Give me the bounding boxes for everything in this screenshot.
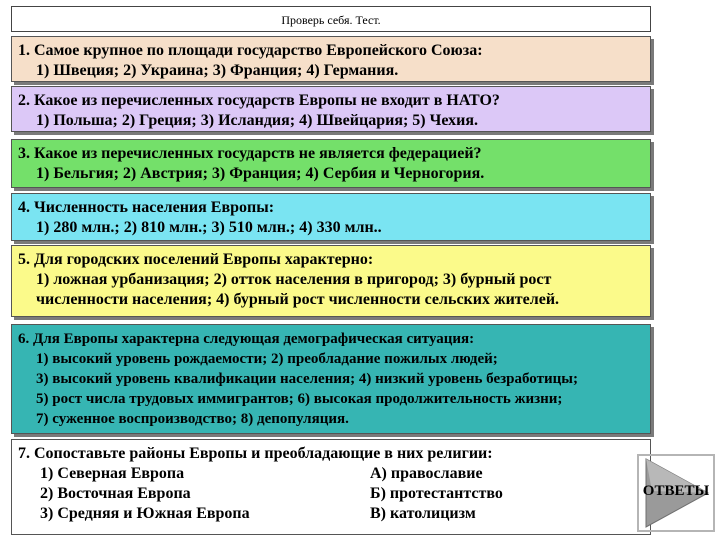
region-label: 3) Средняя и Южная Европа: [40, 505, 250, 522]
question-options: 7) суженное воспроизводство; 8) депопуляция.: [36, 411, 349, 427]
question-1: [11, 36, 651, 82]
matching-row: [18, 464, 644, 484]
question-4: [11, 193, 651, 241]
region-label: 2) Восточная Европа: [40, 485, 191, 502]
matching-row: [18, 504, 644, 524]
test-title: [11, 6, 651, 32]
question-options: 5) рост числа трудовых иммигрантов; 6) высокая продолжительность жизни;: [36, 391, 563, 407]
religion-label: В) католицизм: [370, 505, 476, 522]
question-text: 6. Для Европы характерна следующая демографическая ситуация:: [18, 331, 475, 347]
question-options: 1) высокий уровень рождаемости; 2) преобладание пожилых людей;: [36, 351, 498, 367]
religion-label: А) православие: [370, 465, 483, 482]
question-options: 1) Польша; 2) Греция; 3) Исландия; 4) Швейцария; 5) Чехия.: [36, 112, 479, 129]
question-options: 1) 280 млн.; 2) 810 млн.; 3) 510 млн.; 4) 330 млн..: [36, 219, 382, 236]
question-options: 1) Бельгия; 2) Австрия; 3) Франция; 4) Сербия и Черногория.: [36, 165, 485, 182]
question-text: 3. Какое из перечисленных государств не является федерацией?: [18, 145, 482, 162]
religion-label: Б) протестантство: [370, 485, 503, 502]
question-options: 1) Швеция; 2) Украина; 3) Франция; 4) Германия.: [36, 62, 399, 79]
question-text: 1. Самое крупное по площади государство Европейского Союза:: [18, 42, 483, 59]
question-5: [11, 245, 651, 317]
question-options: 3) высокий уровень квалификации населения; 4) низкий уровень безработицы;: [36, 371, 578, 387]
question-text: 5. Для городских поселений Европы характерно:: [18, 251, 374, 268]
question-text: 4. Численность населения Европы:: [18, 199, 275, 216]
question-options: 1) ложная урбанизация; 2) отток населения в пригород; 3) бурный рост: [36, 271, 552, 288]
question-text: 2. Какое из перечисленных государств Европы не входит в НАТО?: [18, 92, 500, 109]
answers-button[interactable]: [636, 453, 716, 533]
question-options: численности населения; 4) бурный рост численности сельских жителей.: [36, 291, 560, 308]
answers-button-label: ОТВЕТЫ: [642, 483, 710, 499]
matching-row: [18, 484, 644, 504]
question-7: [11, 439, 651, 535]
question-2: [11, 86, 651, 132]
question-text: 7. Сопоставьте районы Европы и преобладающие в них религии:: [18, 445, 493, 462]
region-label: 1) Северная Европа: [40, 465, 185, 482]
question-3: [11, 139, 651, 188]
test-title-text: Проверь себя. Тест.: [281, 13, 381, 27]
question-6: [11, 324, 651, 434]
